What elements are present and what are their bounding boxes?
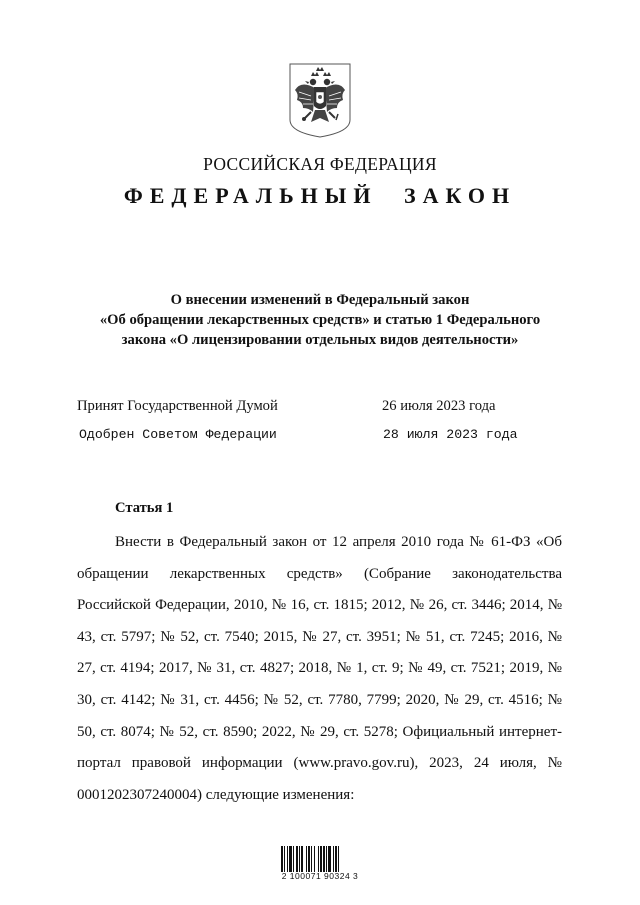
- law-title: [60, 290, 580, 350]
- barcode-bar: [311, 846, 312, 872]
- barcode-bar: [289, 846, 292, 872]
- barcode-bar: [301, 846, 303, 872]
- article-heading: Статья 1: [115, 500, 174, 516]
- duma-adoption-date: 26 июля 2023 года: [382, 398, 496, 414]
- law-title-line: О внесении изменений в Федеральный закон: [170, 292, 470, 308]
- law-title-line: «Об обращении лекарственных средств» и статью 1 Федерального: [99, 312, 541, 328]
- barcode-bar: [320, 846, 322, 872]
- barcode-number: 2 100071 90324 3: [281, 871, 359, 881]
- barcode-bar: [308, 846, 310, 872]
- barcode-bar: [326, 846, 327, 872]
- duma-adoption-label: Принят Государственной Думой: [77, 398, 278, 414]
- barcode-bar: [284, 846, 285, 872]
- barcode-bar: [306, 846, 307, 872]
- barcode-bar: [299, 846, 300, 872]
- country-name: РОССИЙСКАЯ ФЕДЕРАЦИЯ: [203, 154, 437, 174]
- barcode-bar: [281, 846, 283, 872]
- council-approval-label: Одобрен Советом Федерации: [79, 427, 277, 442]
- russian-coat-of-arms-icon: [287, 62, 353, 138]
- law-title-line: закона «О лицензировании отдельных видов деятельности»: [121, 332, 519, 348]
- barcode-bar: [323, 846, 325, 872]
- barcode-bar: [318, 846, 319, 872]
- barcode-bar: [296, 846, 298, 872]
- barcode-bar: [287, 846, 288, 872]
- article-body: [77, 527, 562, 811]
- barcode-bar: [314, 846, 315, 872]
- council-approval-date: 28 июля 2023 года: [383, 427, 518, 442]
- barcode-icon: [280, 846, 362, 872]
- barcode-bar: [293, 846, 294, 872]
- article-paragraph: Внести в Федеральный закон от 12 апреля 2010 года № 61-ФЗ «Об обращении лекарственных средств» (Собрание законодательства Российской Федерации, 2010, № 16, ст. 1815; 2012, № 26, ст. 3446; 2014, № 43, ст. 5797; № 52, ст. 7540; 2015, № 27, ст. 3951; № 51, ст. 7245; 2016, № 27, ст. 4194; 2017, № 31, ст. 4827; 2018, № 1, ст. 9; № 49, ст. 7521; 2019, № 30, ст. 4142; № 31, ст. 4456; № 52, ст. 7780, 7799; 2020, № 29, ст. 4516; № 50, ст. 8074; № 52, ст. 8590; 2022, № 29, ст. 5278; Официальный интернет-портал правовой информации (www.pravo.gov.ru), 2023, 24 июля, № 0001202307240004) следующие изменения:: [77, 534, 562, 803]
- barcode-bar: [333, 846, 334, 872]
- barcode-bar: [328, 846, 331, 872]
- document-type: ФЕДЕРАЛЬНЫЙ ЗАКОН: [123, 183, 517, 208]
- barcode-bar: [338, 846, 339, 872]
- barcode-bar: [335, 846, 337, 872]
